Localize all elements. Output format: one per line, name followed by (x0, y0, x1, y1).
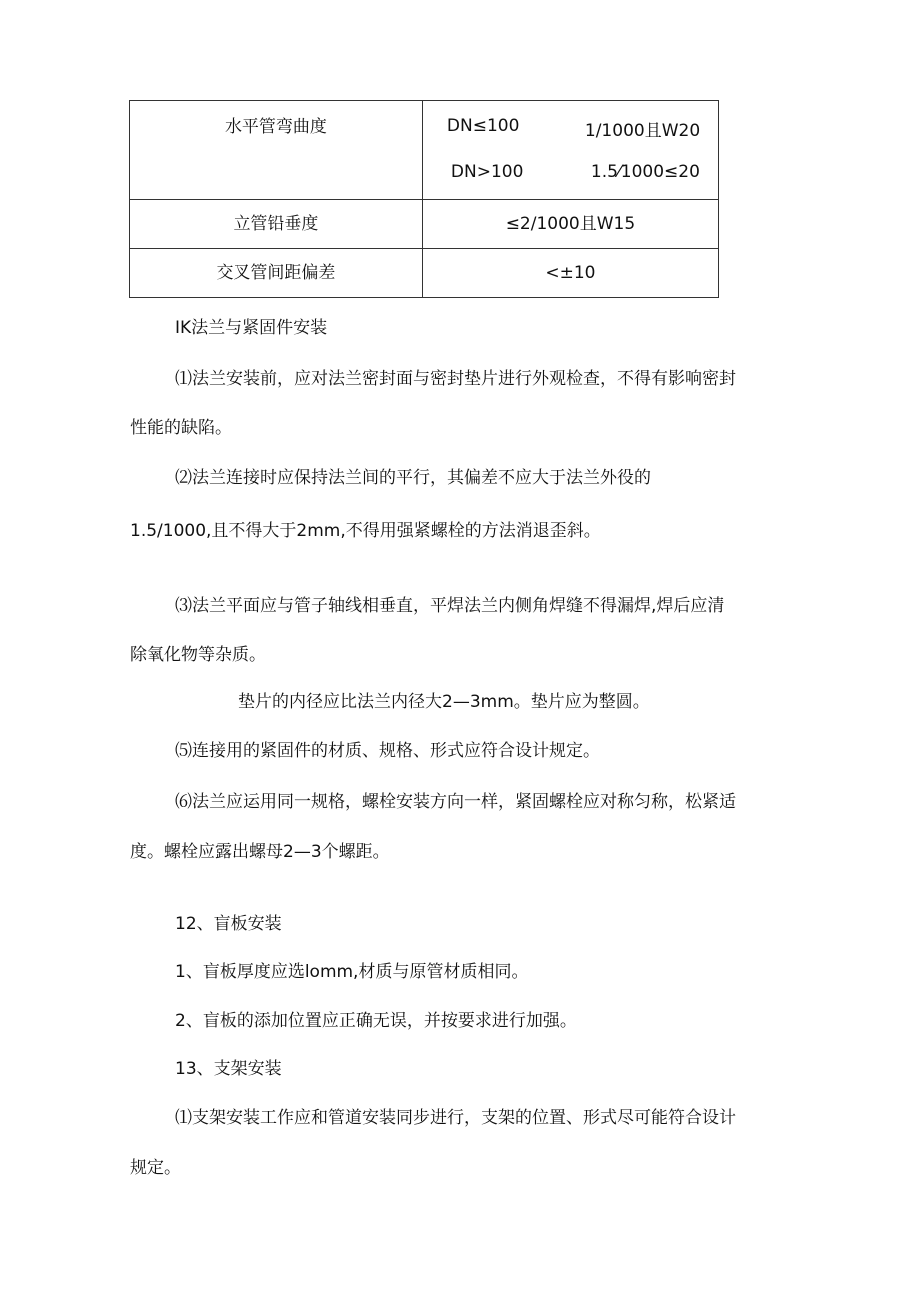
paragraph-line: ⑶法兰平面应与管子轴线相垂直，平焊法兰内侧角焊缝不得漏焊,焊后应清 (175, 596, 725, 616)
table-cell-value (422, 249, 718, 298)
paragraph-line: ⑸连接用的紧固件的材质、规格、形式应符合设计规定。 (175, 741, 600, 761)
paragraph-line: ⑵法兰连接时应保持法兰间的平行，其偏差不应大于法兰外役的 (175, 468, 651, 488)
condition-text: DN≤100 (446, 116, 520, 136)
table-row (130, 200, 719, 249)
value-pair (423, 101, 718, 149)
tolerance-text: <±10 (545, 263, 596, 283)
paragraph-line: ⑴支架安装工作应和管道安装同步进行，支架的位置、形式尽可能符合设计 (175, 1108, 736, 1128)
tolerance-text: 1.5⁄1000≤20 (590, 162, 700, 182)
paragraph-line: 度。螺栓应露出螺母2—3个螺距。 (130, 842, 390, 862)
section-title: IK法兰与紧固件安装 (175, 318, 328, 338)
paragraph-line: 1.5/1000,且不得大于2mm,不得用强紧螺栓的方法消退歪斜。 (130, 521, 601, 541)
paragraph-line: ⑹法兰应运用同一规格，螺栓安装方向一样，紧固螺栓应对称匀称，松紧适 (175, 792, 736, 812)
paragraph-line: 性能的缺陷。 (130, 418, 232, 438)
paragraph-line: 垫片的内径应比法兰内径大2—3mm。垫片应为整圆。 (238, 692, 650, 712)
condition-text: DN>100 (450, 162, 524, 182)
paragraph-line: 规定。 (130, 1158, 181, 1178)
table-cell-label (130, 101, 423, 200)
table-cell-label (130, 249, 423, 298)
table-row (130, 249, 719, 298)
table-cell-value (422, 200, 718, 249)
table-cell-label (130, 200, 423, 249)
tolerance-text: 1/1000且W20 (584, 121, 701, 141)
paragraph-line: 1、盲板厚度应选lomm,材质与原管材质相同。 (175, 962, 529, 982)
tolerance-text: ≤2/1000且W15 (505, 214, 636, 234)
paragraph-line: 2、盲板的添加位置应正确无误，并按要求进行加强。 (175, 1011, 577, 1031)
paragraph-line: 除氧化物等杂质。 (130, 645, 266, 665)
table-cell-value (422, 101, 718, 200)
table-row (130, 101, 719, 200)
tolerance-table (129, 100, 719, 298)
section-title: 13、支架安装 (175, 1059, 282, 1079)
paragraph-line: ⑴法兰安装前，应对法兰密封面与密封垫片进行外观检查，不得有影响密封 (175, 369, 736, 389)
row-label: 交叉管间距偏差 (216, 263, 336, 283)
row-label: 水平管弯曲度 (224, 117, 327, 137)
section-title: 12、盲板安装 (175, 914, 282, 934)
value-pair (423, 149, 718, 197)
row-label: 立管铅垂度 (233, 214, 319, 234)
